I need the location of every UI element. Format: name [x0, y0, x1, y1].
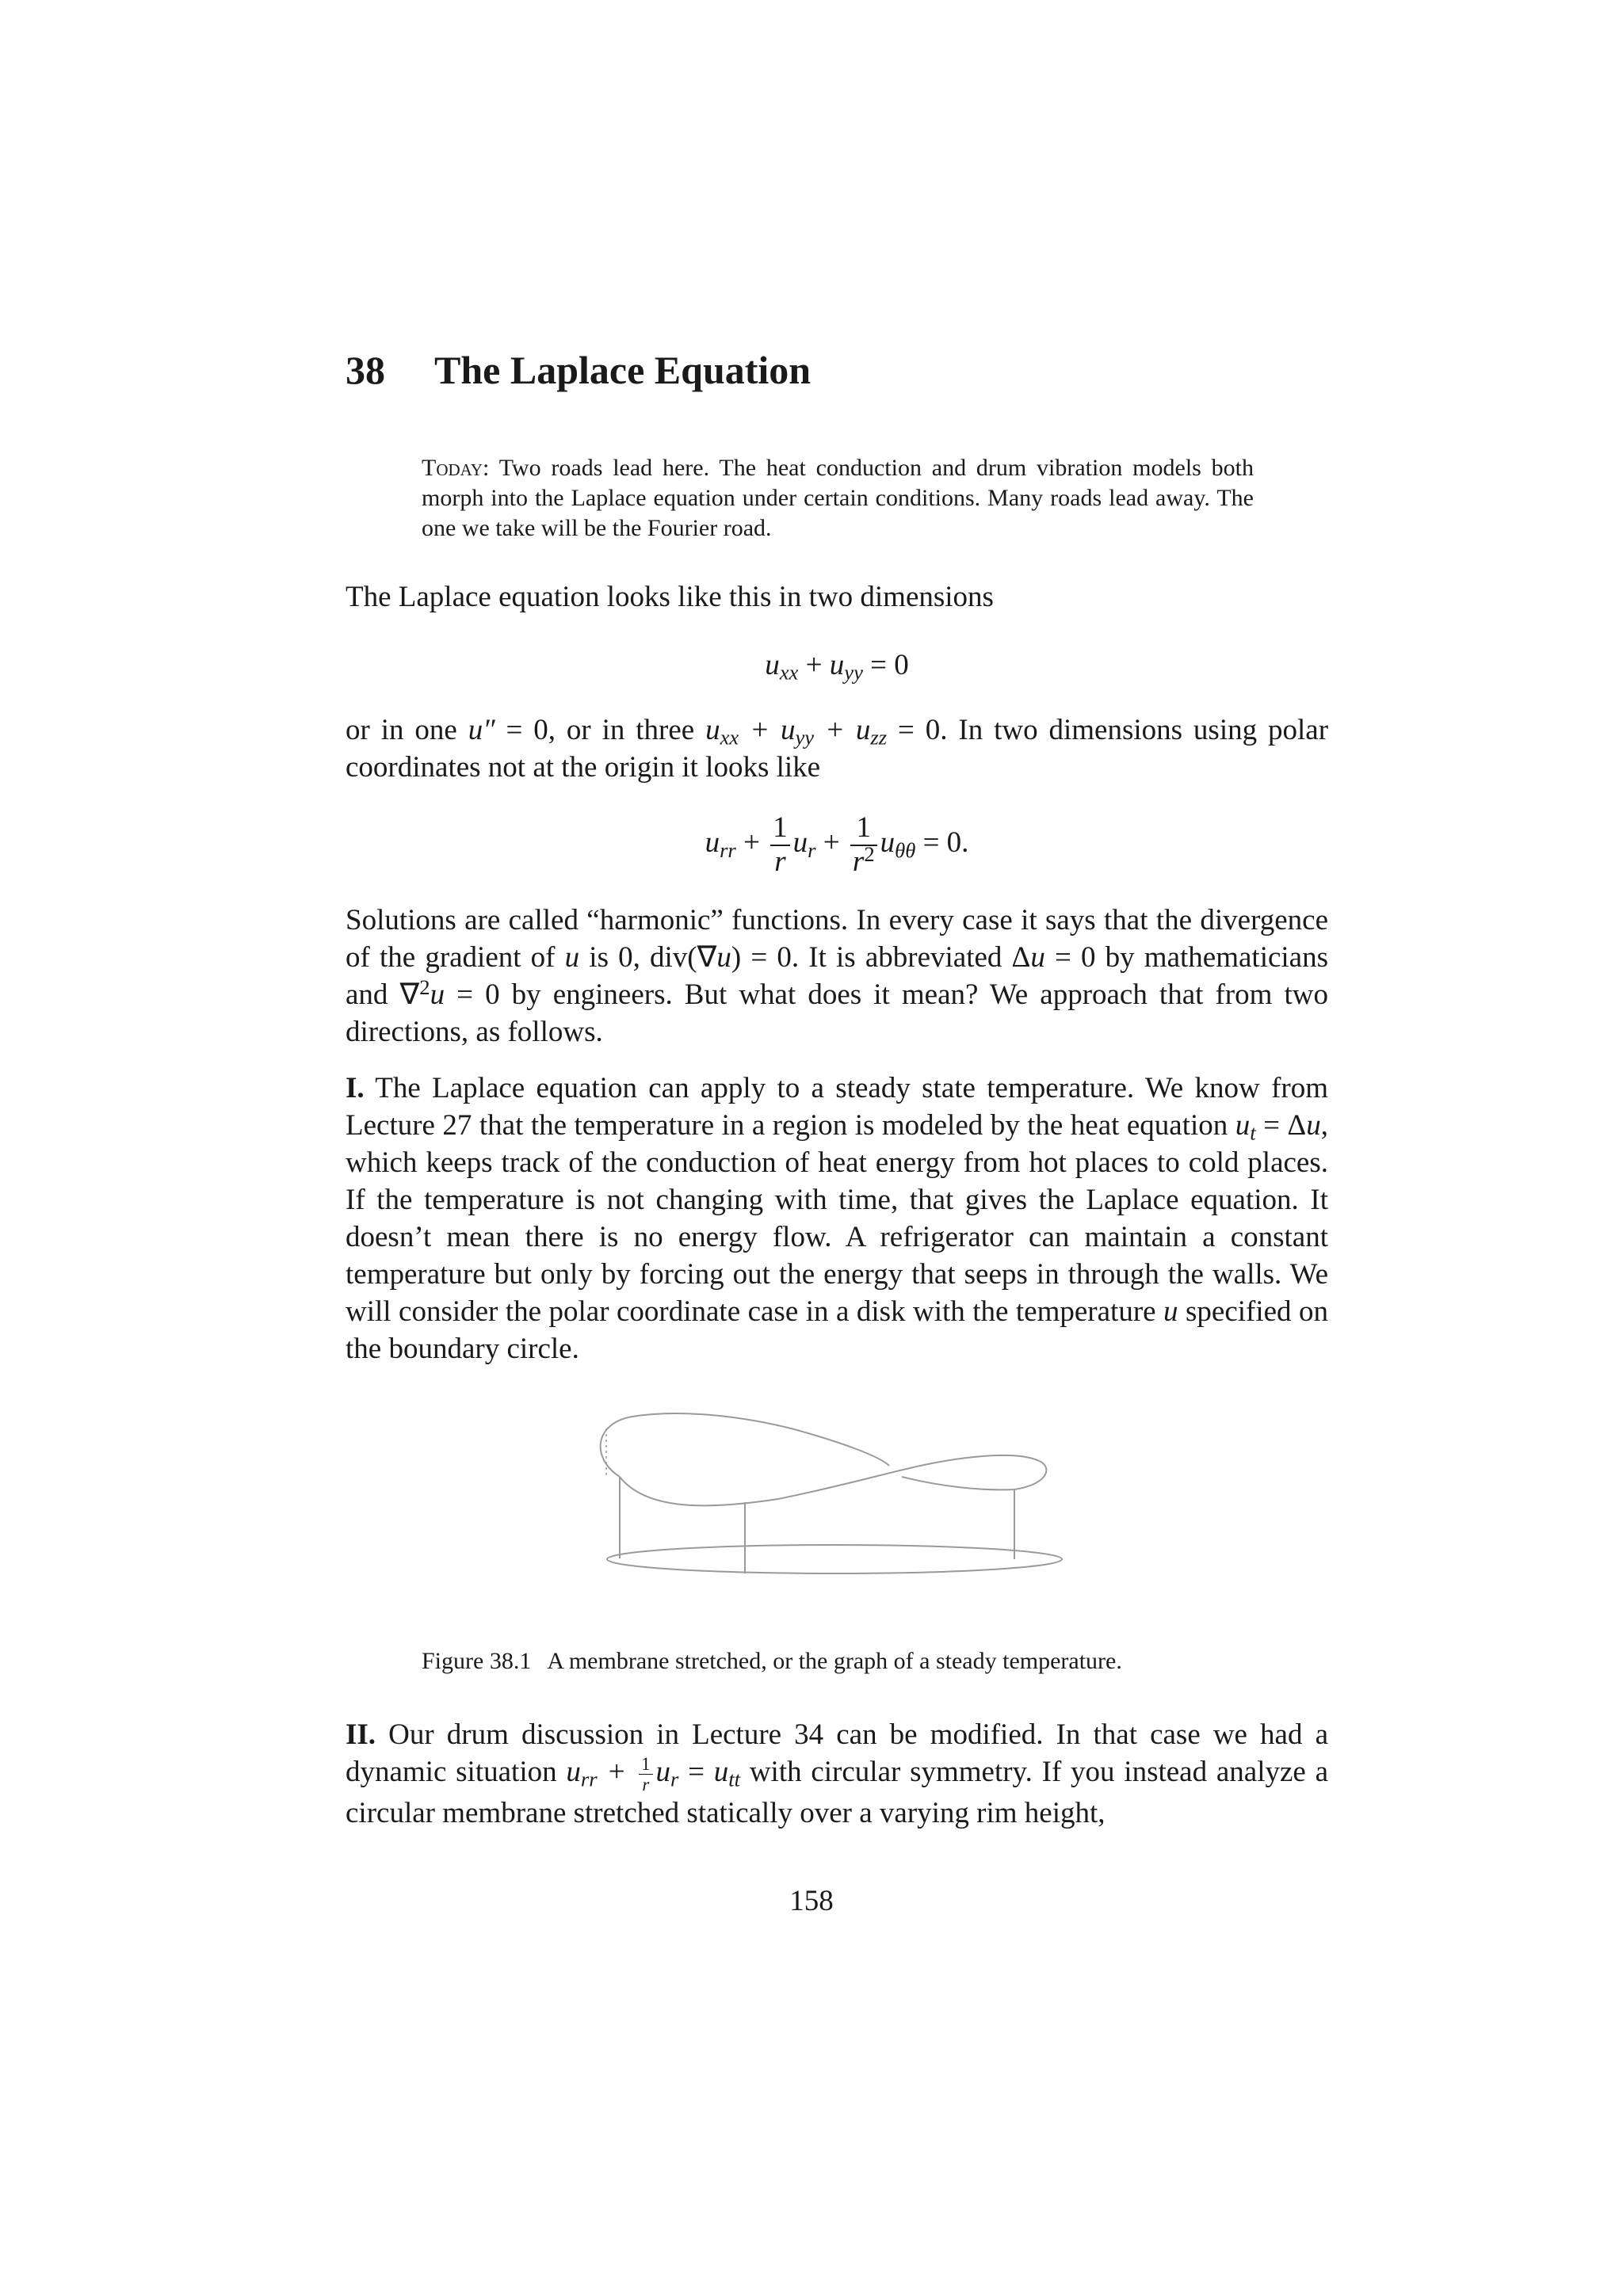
chapter-title: The Laplace Equation [434, 348, 812, 392]
equation-laplace-polar: $u_{rr}$ + $\frac{1}{r}$ $u_r$ + $\frac{1}{r^2}$ $u_{\theta\theta} = 0$. [705, 811, 969, 878]
equation-laplace-2d: $u_{xx} + u_{yy} = 0$ [765, 649, 909, 685]
paragraph-section-one: I. The Laplace equation can apply to a steady state temperature. We know from Lecture 27 that the temperature in a region is modeled by the heat equation $u_t = \Delta u$, which keeps track of the conduction of heat energy from hot places to cold places. If the temperature is not changing with time, that gives the Laplace equation. It doesn’t mean there is no energy flow. A refrigerator can maintain a constant temperature but only by forcing out the energy that seeps in through the walls. We will consider the polar coordinate case in a disk with the temperature u specified on the boundary circle. [346, 1072, 1329, 1365]
section-label-two: II. [346, 1718, 376, 1751]
inline-math-drum: $u_{rr}$ + $\frac{1}{r}$ $u_r = u_{tt}$ [566, 1753, 741, 1795]
figure-label: Figure 38.1 [422, 1648, 532, 1674]
inline-math-u-double-prime: u″ [468, 714, 495, 746]
today-text: Two roads lead here. The heat conduction and drum vibration models both morph into the Laplace equation under certain conditions. Many roads lead away. The one we take will be the Fourier road. [422, 455, 1254, 541]
paragraph-harmonic: Solutions are called “harmonic” functions. In every case it says that the divergence of the gradient of u is 0, div(∇u) = 0. It is abbreviated Δu = 0 by mathematicians and ∇$^2$u = 0 by engineers. But what does it mean? We approach that from two directions, as follows. [346, 904, 1329, 1048]
intro-text: The Laplace equation looks like this in two dimensions [346, 581, 994, 613]
figure-caption [422, 1648, 1254, 1675]
today-summary [422, 453, 1254, 543]
figure-caption-text: A membrane stretched, or the graph of a steady temperature. [547, 1648, 1122, 1674]
paragraph-intro [346, 578, 1328, 616]
today-label: Today: [422, 455, 490, 481]
paragraph-dimensions: or in one u″ = 0, or in three $u_{xx} + u_{yy} + u_{zz} = 0$. In two dimensions using polar coordinates not at the origin it looks like [346, 714, 1329, 784]
chapter-number: 38 [346, 348, 385, 392]
chapter-heading [346, 347, 811, 393]
boundary-circle [607, 1545, 1062, 1573]
page-number: 158 [789, 1885, 834, 1917]
membrane-figure [586, 1401, 1078, 1591]
paragraph-section-two: II. Our drum discussion in Lecture 34 can be modified. In that case we had a dynamic situation $u_{rr}$ + $\frac{1}{r}$ $u_r = u_{tt}$ with circular symmetry. If you instead analyze a circular membrane stretched statically over a varying rim height, [346, 1718, 1328, 1830]
section-label-one: I. [346, 1072, 365, 1104]
inline-math-laplace-3d: $u_{xx} + u_{yy} + u_{zz}$ [705, 714, 888, 749]
membrane-far-edge [601, 1413, 889, 1477]
membrane-near-edge [620, 1455, 1046, 1505]
